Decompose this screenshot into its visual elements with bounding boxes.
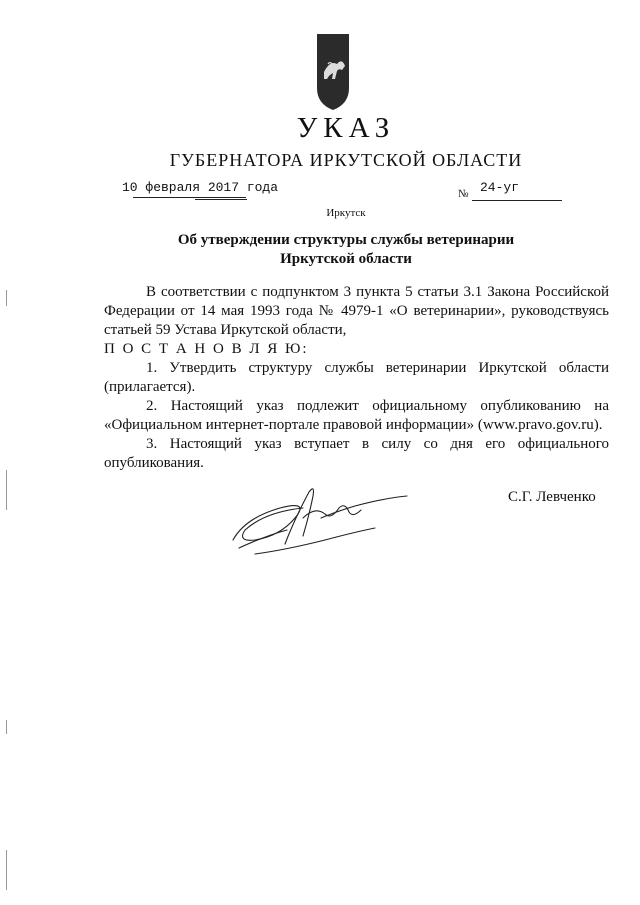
scan-margin-mark: [6, 850, 7, 890]
document-title: УКАЗ: [296, 112, 396, 144]
heading-line-2: Иркутской области: [280, 251, 412, 267]
document-body: [104, 283, 609, 473]
signatory-name: С.Г. Левченко: [508, 489, 596, 505]
scan-margin-mark: [6, 720, 7, 734]
document-city: Иркутск: [326, 207, 366, 219]
number-underline: [472, 200, 562, 201]
handwritten-signature: [225, 478, 415, 564]
document-date: 10 февраля 2017 года: [122, 180, 279, 195]
scan-margin-mark: [6, 290, 7, 306]
document-heading: [140, 231, 552, 269]
scan-margin-mark: [6, 470, 7, 510]
document-subtitle: ГУБЕРНАТОРА ИРКУТСКОЙ ОБЛАСТИ: [169, 150, 523, 170]
coat-of-arms-icon: [316, 32, 350, 112]
item-paragraph-2: 2. Настоящий указ подлежит официальному опубликованию на «Официальном интернет-портале правовой информации» (www.pravo.gov.ru).: [104, 398, 609, 433]
decree-word: П О С Т А Н О В Л Я Ю:: [104, 341, 309, 357]
date-underline-secondary: [195, 199, 247, 200]
item-paragraph-1: 1. Утвердить структуру службы ветеринарии Иркутской области (прилагается).: [104, 360, 609, 395]
item-paragraph-3: 3. Настоящий указ вступает в силу со дня его официального опубликования.: [104, 436, 609, 471]
number-sign: №: [458, 188, 469, 200]
date-underline: [133, 197, 246, 198]
document-number: 24-уг: [480, 180, 520, 195]
preamble-paragraph: В соответствии с подпунктом 3 пункта 5 статьи 3.1 Закона Российской Федерации от 14 мая 1993 года № 4979-1 «О ветеринарии», руководствуясь статьей 59 Устава Иркутской области,: [104, 284, 609, 338]
heading-line-1: Об утверждении структуры службы ветеринарии: [177, 232, 515, 248]
